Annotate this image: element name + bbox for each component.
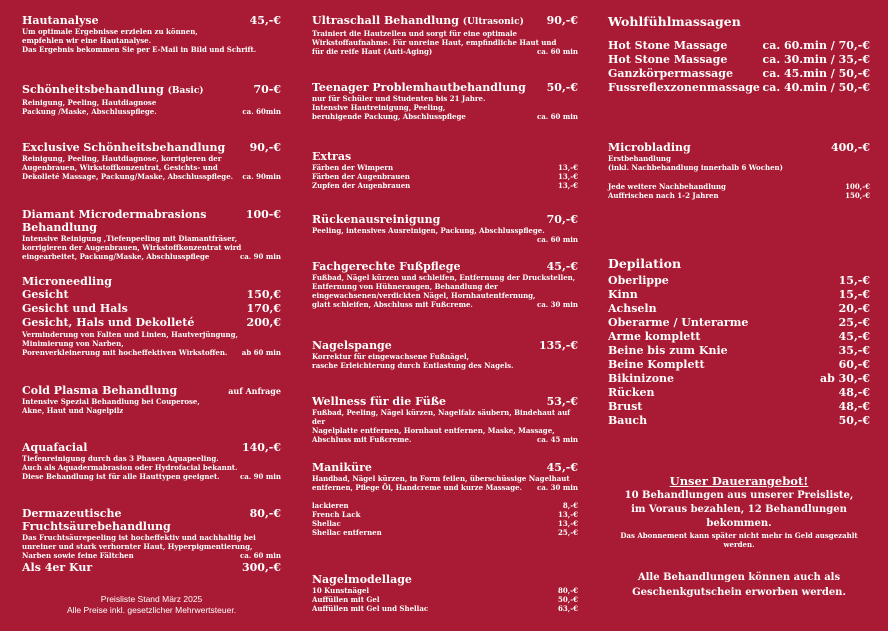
service-price: 70,-€: [546, 213, 578, 226]
service-title: Teenager Problemhautbehandlung: [312, 81, 526, 94]
price-row: [608, 39, 870, 53]
desc-line: entfernen, Pflege Öl, Handcreme und kurze Massage.: [312, 483, 522, 492]
item-label: Beine Komplett: [608, 358, 705, 371]
closing-line: Alle Behandlungen können auch als: [637, 572, 841, 583]
service-wellness: [312, 395, 578, 444]
desc-line: empfehlen wir eine Hautanalyse.: [22, 36, 152, 45]
item-label: Als 4er Kur: [22, 561, 93, 574]
massage-list: [608, 39, 870, 95]
service-schoenheit: [22, 83, 281, 116]
offer-note: Das Abonnement kann später nicht mehr in Geld ausgezahlt werden.: [620, 531, 858, 549]
item-price: 45,-€: [838, 330, 870, 343]
desc-line: korrigieren der Augenbrauen, Wirkstoffkonzentrat wird: [22, 243, 242, 252]
item-label: Kinn: [608, 288, 638, 301]
item-price: 25,-€: [838, 316, 870, 329]
service-manikuere: [312, 461, 578, 537]
service-hautanalyse: [22, 14, 281, 54]
item-price: 200,€: [246, 316, 281, 329]
price-row: [312, 501, 578, 510]
item-label: Oberarme / Unterarme: [608, 316, 749, 329]
item-price: 80,-€: [558, 586, 578, 595]
desc-line: Porenverkleinerung mit hocheffektiven Wirkstoffen.: [22, 348, 228, 357]
item-label: Ganzkörpermassage: [608, 67, 733, 80]
item-price: 13,-€: [558, 510, 578, 519]
item-label: Färben der Augenbrauen: [312, 172, 410, 181]
desc-line: Packung /Maske, Abschlusspflege.: [22, 107, 157, 116]
service-title: Hautanalyse: [22, 14, 99, 27]
service-ultraschall: [312, 14, 578, 56]
service-price: 70-€: [253, 83, 281, 96]
service-price: 90,-€: [249, 141, 281, 154]
item-price: 13,-€: [558, 163, 578, 172]
item-label: lackieren: [312, 501, 349, 510]
item-price: ca. 30.min / 35,-€: [762, 53, 870, 66]
service-ruecken: [312, 213, 578, 244]
desc-line: Narben sowie feine Fältchen: [22, 551, 134, 560]
item-label: Shellac: [312, 519, 341, 528]
price-row: [608, 274, 870, 288]
service-price: auf Anfrage: [228, 386, 281, 396]
service-title: Aquafacial: [22, 441, 88, 454]
offer-line: im Voraus bezahlen, 12 Behandlungen bekommen.: [631, 504, 847, 529]
price-row: [22, 316, 281, 330]
service-price: 100-€: [245, 208, 281, 221]
service-price: 135,-€: [538, 339, 578, 352]
item-label: Auffüllen mit Gel: [312, 595, 380, 604]
desc-line: Intensive Reinigung ,Tiefenpeeling mit Diamantfräser,: [22, 234, 238, 243]
service-price: 45,-€: [546, 461, 578, 474]
item-price: 15,-€: [838, 274, 870, 287]
service-duration: ca. 30 min: [536, 300, 578, 309]
item-price: 300,-€: [241, 561, 281, 574]
item-price: 48,-€: [838, 386, 870, 399]
price-row: [608, 330, 870, 344]
price-row: [608, 372, 870, 386]
service-price: 45,-€: [546, 260, 578, 273]
price-row: [608, 182, 870, 191]
service-title: Fachgerechte Fußpflege: [312, 260, 461, 273]
service-title: Diamant Microdermabrasions Behandlung: [22, 208, 207, 234]
footer-line: Preisliste Stand März 2025: [100, 594, 203, 604]
item-label: Achseln: [608, 302, 657, 315]
service-duration: ca. 90 min: [239, 252, 281, 261]
price-row: [312, 595, 578, 604]
desc-line: Intensive Spezial Behandlung bei Couperose,: [22, 397, 200, 406]
section-depilation: [608, 256, 870, 428]
item-label: Fussreflexzonenmassage: [608, 81, 760, 94]
item-label: Oberlippe: [608, 274, 669, 287]
service-aquafacial: [22, 441, 281, 481]
price-row: [608, 386, 870, 400]
item-label: Bauch: [608, 414, 648, 427]
section-microblading: [608, 141, 870, 200]
item-price: 48,-€: [838, 400, 870, 413]
item-label: Hot Stone Massage: [608, 39, 728, 52]
desc-line: Fußbad, Peeling, Nägel kürzen, Nagelfalz säubern, Bindehaut auf der: [312, 408, 571, 426]
column-middle: [312, 0, 578, 631]
item-label: Auffrischen nach 1-2 Jahren: [608, 191, 719, 200]
desc-line: Dekolleté Massage, Packung/Maske, Abschlusspflege.: [22, 172, 234, 181]
service-price: 140,-€: [241, 441, 281, 454]
price-row: [608, 316, 870, 330]
item-label: Gesicht, Hals und Dekolleté: [22, 316, 195, 329]
desc-line: Intensive Hautreinigung, Peeling,: [312, 103, 446, 112]
item-label: Gesicht und Hals: [22, 302, 128, 315]
service-nagelmodellage: [312, 573, 578, 613]
desc-line: beruhigende Packung, Abschlusspflege: [312, 112, 466, 121]
service-fusspflege: [312, 260, 578, 309]
service-title: [312, 14, 524, 29]
service-duration: ca. 90 min: [239, 472, 281, 481]
item-label: Shellac entfernen: [312, 528, 382, 537]
desc-line: für die reife Haut (Anti-Aging): [312, 47, 433, 56]
service-teenager: [312, 81, 578, 121]
price-row: [608, 414, 870, 428]
price-row: [22, 302, 281, 316]
desc-line: Nagelplatte entfernen, Hornhaut entfernen, Maske, Massage,: [312, 426, 555, 435]
column-right: [608, 0, 870, 631]
item-price: 150,€: [246, 288, 281, 301]
item-price: 15,-€: [838, 288, 870, 301]
item-label: Rücken: [608, 386, 655, 399]
service-microneedling: [22, 275, 281, 357]
price-row: [608, 288, 870, 302]
desc-line: Diese Behandlung ist für alle Hauttypen geeignet.: [22, 472, 220, 481]
closing-line: Geschenkgutschein erworben werden.: [632, 587, 846, 598]
desc-line: Erstbehandlung: [608, 154, 671, 163]
desc-line: Fußbad, Nägel kürzen und schleifen, Entfernung der Druckstellen,: [312, 273, 576, 282]
item-price: ca. 40.min / 50,-€: [762, 81, 870, 94]
service-title: Microblading: [608, 141, 691, 154]
item-price: 170,€: [246, 302, 281, 315]
service-duration: ca. 60 min: [536, 235, 578, 244]
service-title: Exclusive Schönheitsbehandlung: [22, 141, 226, 154]
price-row: [312, 519, 578, 528]
item-label: Jede weitere Nachbehandlung: [608, 182, 726, 191]
desc-line: Akne, Haut und Nagelpilz: [22, 406, 124, 415]
service-title: Nagelmodellage: [312, 573, 412, 586]
service-desc: [22, 27, 281, 54]
service-price: 80,-€: [249, 507, 281, 520]
desc-line: Reinigung, Peeling, Hautdiagnose: [22, 98, 157, 107]
offer-title: Unser Dauerangebot!: [669, 474, 809, 488]
desc-line: Abschluss mit Fußcreme.: [312, 435, 412, 444]
title-text: Schönheitsbehandlung: [22, 83, 164, 96]
desc-line: Reinigung, Peeling, Hautdiagnose, korrigieren der: [22, 154, 222, 163]
price-list-footer: [22, 594, 281, 616]
desc-line: Augenbrauen, Wirkstoffkonzentrat, Gesichts- und: [22, 163, 218, 172]
item-price: 60,-€: [838, 358, 870, 371]
price-row: [312, 528, 578, 537]
item-price: 25,-€: [558, 528, 578, 537]
offer-line: 10 Behandlungen aus unserer Preisliste,: [624, 490, 854, 501]
desc-line: Wirkstoffaufnahme. Für unreine Haut, empfindliche Haut und: [312, 38, 557, 47]
price-row: [312, 510, 578, 519]
service-title: Maniküre: [312, 461, 372, 474]
item-label: Zupfen der Augenbrauen: [312, 181, 411, 190]
depilation-list: [608, 274, 870, 428]
price-row: [608, 344, 870, 358]
price-row: [608, 53, 870, 67]
item-label: Gesicht: [22, 288, 69, 301]
price-row: [312, 604, 578, 613]
service-duration: ab 60 min: [241, 348, 281, 357]
item-label: Auffüllen mit Gel und Shellac: [312, 604, 429, 613]
price-row: [608, 358, 870, 372]
price-row: [312, 181, 578, 190]
desc-line: Verminderung von Falten und Linien, Hautverjüngung,: [22, 330, 238, 339]
service-duration: ca. 60 min: [536, 112, 578, 121]
desc-line: Das Ergebnis bekommen Sie per E-Mail in Bild und Schrift.: [22, 45, 257, 54]
desc-line: Peeling, intensives Ausreinigen, Packung, Abschlusspflege.: [312, 226, 545, 235]
desc-line: Minimierung von Narben,: [22, 339, 124, 348]
desc-line: Tiefenreinigung durch das 3 Phasen Aquapeeling.: [22, 454, 219, 463]
desc-line: rasche Erleichterung durch Entlastung des Nagels.: [312, 361, 514, 370]
service-title: Dermazeutische Fruchtsäurebehandlung: [22, 507, 171, 533]
item-label: Brust: [608, 400, 643, 413]
kur-row: [22, 561, 281, 575]
service-title: Microneedling: [22, 275, 112, 288]
item-price: ab 30,-€: [819, 372, 870, 385]
service-duration: ca. 60 min: [239, 551, 281, 560]
item-price: 50,-€: [558, 595, 578, 604]
column-left: [22, 0, 281, 631]
service-duration: ca. 30 min: [536, 483, 578, 492]
service-extras: [312, 150, 578, 190]
desc-line: Trainiert die Hautzellen und sorgt für eine optimale: [312, 29, 517, 38]
service-frucht: [22, 507, 281, 575]
service-title: Rückenausreinigung: [312, 213, 441, 226]
title-sub: (Basic): [167, 86, 204, 96]
price-row: [312, 172, 578, 181]
item-price: 50,-€: [838, 414, 870, 427]
service-price: 53,-€: [546, 395, 578, 408]
item-price: 13,-€: [558, 181, 578, 190]
service-exclusive: [22, 141, 281, 181]
service-nagelspange: [312, 339, 578, 370]
desc-line: Um optimale Ergebnisse erzielen zu können,: [22, 27, 198, 36]
price-row: [608, 81, 870, 95]
service-title: Nagelspange: [312, 339, 392, 352]
desc-line: Handbad, Nägel kürzen, in Form feilen, überschüssige Nagelhaut: [312, 474, 570, 483]
title-text: Ultraschall Behandlung: [312, 14, 459, 27]
title-sub: (Ultrasonic): [462, 17, 524, 27]
section-title: Depilation: [608, 256, 682, 271]
item-price: 20,-€: [838, 302, 870, 315]
service-title: Cold Plasma Behandlung: [22, 384, 178, 397]
desc-line: glatt schleifen, Abschluss mit Fußcreme.: [312, 300, 473, 309]
item-price: 63,-€: [558, 604, 578, 613]
price-row: [608, 400, 870, 414]
service-title: Extras: [312, 150, 352, 163]
service-coldplasma: [22, 384, 281, 415]
item-price: 100,-€: [845, 182, 870, 191]
item-label: Färben der Wimpern: [312, 163, 394, 172]
service-title: Wellness für die Füße: [312, 395, 447, 408]
desc-line: (inkl. Nachbehandlung innerhalb 6 Wochen): [608, 163, 783, 172]
desc-line: Korrektur für eingewachsene Fußnägel,: [312, 352, 470, 361]
footer-line: Alle Preise inkl. gesetzlicher Mehrwertsteuer.: [66, 605, 237, 615]
desc-line: Das Fruchtsäurepeeling ist hocheffektiv und nachhaltig bei: [22, 533, 256, 542]
section-title: Wohlfühlmassagen: [608, 14, 741, 29]
item-price: 8,-€: [562, 501, 578, 510]
item-price: 13,-€: [558, 172, 578, 181]
price-row: [608, 191, 870, 200]
price-row: [608, 302, 870, 316]
item-label: Arme komplett: [608, 330, 701, 343]
price-row: [312, 586, 578, 595]
section-wohlfuehl: [608, 14, 870, 95]
item-price: ca. 60.min / 70,-€: [762, 39, 870, 52]
desc-line: Entfernung von Hühneraugen, Behandlung der: [312, 282, 498, 291]
item-label: 10 Kunstnägel: [312, 586, 370, 595]
item-price: 35,-€: [838, 344, 870, 357]
section-offer: [608, 474, 870, 549]
service-duration: ca. 45 min: [536, 435, 578, 444]
desc-line: nur für Schüler und Studenten bis 21 Jahre.: [312, 94, 486, 103]
item-price: ca. 45.min / 50,-€: [762, 67, 870, 80]
service-price: 45,-€: [249, 14, 281, 27]
section-gift-voucher: [608, 570, 870, 600]
item-label: Bikinizone: [608, 372, 675, 385]
service-title: [22, 83, 204, 98]
desc-line: Auch als Aquadermabrasion oder Hydrofacial bekannt.: [22, 463, 238, 472]
item-label: Beine bis zum Knie: [608, 344, 728, 357]
desc-line: eingewachsenen/verdickten Nägel, Hornhautentfernung,: [312, 291, 536, 300]
desc-line: eingearbeitet, Packung/Maske, Abschlusspflege: [22, 252, 210, 261]
item-label: Hot Stone Massage: [608, 53, 728, 66]
service-duration: ca. 90min: [242, 172, 281, 181]
service-price: 90,-€: [546, 14, 578, 27]
price-row: [608, 67, 870, 81]
desc-line: unreiner und stark verhornter Haut, Hyperpigmentierung,: [22, 542, 253, 551]
item-price: 13,-€: [558, 519, 578, 528]
price-row: [312, 163, 578, 172]
service-price: 400,-€: [830, 141, 870, 154]
item-price: 150,-€: [845, 191, 870, 200]
service-price: 50,-€: [546, 81, 578, 94]
service-duration: ca. 60min: [242, 107, 281, 116]
price-row: [22, 288, 281, 302]
item-label: French Lack: [312, 510, 361, 519]
service-diamant: [22, 208, 281, 261]
service-duration: ca. 60 min: [536, 47, 578, 56]
